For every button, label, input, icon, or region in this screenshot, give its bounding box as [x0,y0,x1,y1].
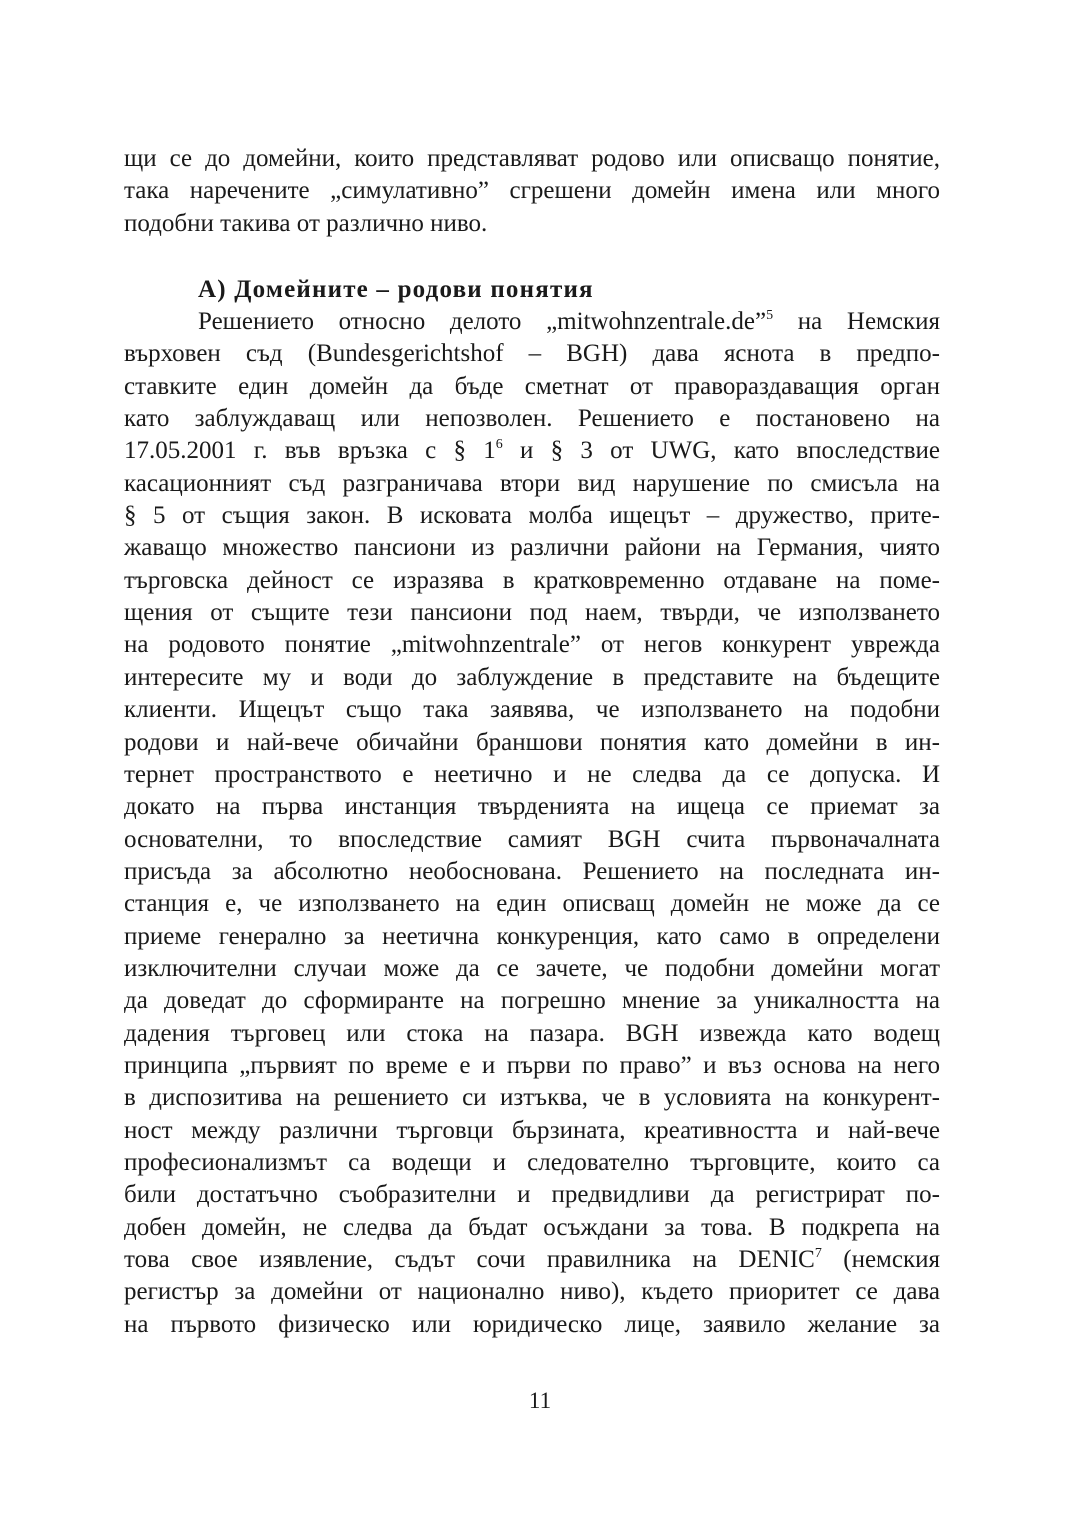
text-segment: професионализмът са водещи и следователно търговците, които са [124,1148,940,1176]
text-segment: (немския [821,1246,940,1273]
text-segment: и § 3 от UWG, като впоследствие [502,437,940,465]
text-segment: ставките един домейн да бъде сметнат от правораздаващия орган [124,372,940,400]
text-segment: докато на първа инстанция твърденията на ищеца се приемат за [124,793,940,821]
footnote-marker[interactable]: 5 [766,308,774,324]
text-line [124,824,940,856]
text-line [124,565,940,597]
text-line [124,500,940,532]
text-line [124,1309,940,1341]
text-line [124,1147,940,1179]
text-line [124,888,940,920]
text-line [124,921,940,953]
text-segment: Решението относно делото „mitwohnzentrale.de” [198,308,767,336]
text-segment: регистър за домейни от национално ниво), където приоритет се дава [124,1278,940,1306]
text-segment: ност между различни търговци бързината, креативността и най-вече [124,1116,940,1144]
text-line [124,306,940,338]
text-line [124,856,940,888]
text-line [124,791,940,823]
text-segment: приеме генерално за неетична конкуренция, като само в определени [124,922,940,950]
text-segment: добен домейн, не следва да бъдат осъждани за това. В подкрепа на [124,1213,940,1241]
page-number: 11 [528,1388,552,1413]
text-segment: на родовото понятие „mitwohnzentrale” от негов конкурент уврежда [124,631,940,659]
text-segment: основателни, то впоследствие самият BGH счита първоначалната [124,825,940,853]
body-paragraph [124,306,940,1341]
text-line: подобни такива от различно ниво. [124,209,488,237]
text-segment: търговска дейност се изразява в кратковременно отдаване на поме- [124,566,940,594]
text-segment: родови и най-вече обичайни браншови понятия като домейни в ин- [124,728,940,756]
text-line: така наречените „симулативно” сгрешени домейн имена или много [124,177,940,205]
text-segment: това свое изявление, съдът сочи правилника на DENIC [124,1246,815,1273]
text-line [124,371,940,403]
text-line [124,953,940,985]
text-line [124,629,940,661]
text-line [124,1050,940,1082]
text-line [124,759,940,791]
text-line [124,468,940,500]
footnote-marker[interactable]: 6 [495,437,503,453]
text-segment: интересите му и води до заблуждение в представите на бъдещите [124,663,940,691]
document-page [124,143,940,1341]
text-segment: 17.05.2001 г. във връзка с § 1 [124,437,496,465]
text-segment: в диспозитива на решението си изтъква, че в условията на конкурент- [124,1084,940,1112]
section-heading: А) Домейните – родови понятия [198,276,594,304]
text-line [124,1276,940,1308]
text-line [124,1115,940,1147]
text-segment: като заблуждаващ или непозволен. Решението е постановено на [124,405,940,433]
text-line [124,403,940,435]
text-segment: изключителни случаи може да се зачете, че подобни домейни могат [124,954,940,982]
text-line [124,1244,940,1276]
footnote-marker[interactable]: 7 [814,1246,822,1261]
text-segment: тернет пространството е неетично и не следва да се допуска. И [124,760,940,788]
text-line [124,597,940,629]
text-segment: дадения търговец или стока на пазара. BGH извежда като водещ [124,1019,940,1047]
intro-paragraph [124,143,940,240]
text-line [124,694,940,726]
text-segment: на Немския [773,308,940,336]
text-segment: присъда за абсолютно необоснована. Решението на последната ин- [124,857,940,885]
text-line [124,727,940,759]
text-line [124,532,940,564]
text-segment: върховен съд (Bundesgerichtshof – BGH) дава яснота в предпо- [124,340,940,368]
text-segment: клиенти. Ищецът също така заявява, че използването на подобни [124,696,940,724]
text-line [124,662,940,694]
text-segment: касационният съд разграничава втори вид нарушение по смисъла на [124,469,940,497]
text-segment: да доведат до сформиранте на погрешно мнение за уникалността на [124,987,940,1015]
text-line [124,435,940,467]
text-line: щи се до домейни, които представляват родово или описващо понятие, [124,145,940,172]
text-line [124,985,940,1017]
text-segment: били достатъчно съобразителни и предвидливи да регистрират по- [124,1181,940,1209]
text-line [124,338,940,370]
text-segment: § 5 от същия закон. В исковата молба ищецът – дружество, прите- [124,502,940,530]
text-line [124,1212,940,1244]
text-segment: на първото физическо или юридическо лице, заявило желание за [124,1310,940,1338]
text-segment: жаващо множество пансиони из различни райони на Германия, чиято [124,534,940,562]
text-segment: принципа „първият по време е и първи по право” и въз основа на него [124,1051,940,1079]
text-line [124,1082,940,1114]
text-line [124,1018,940,1050]
text-segment: щения от същите тези пансиони под наем, твърди, че използването [124,599,940,627]
text-segment: станция е, че използването на един описващ домейн не може да се [124,890,940,918]
text-line [124,1179,940,1211]
